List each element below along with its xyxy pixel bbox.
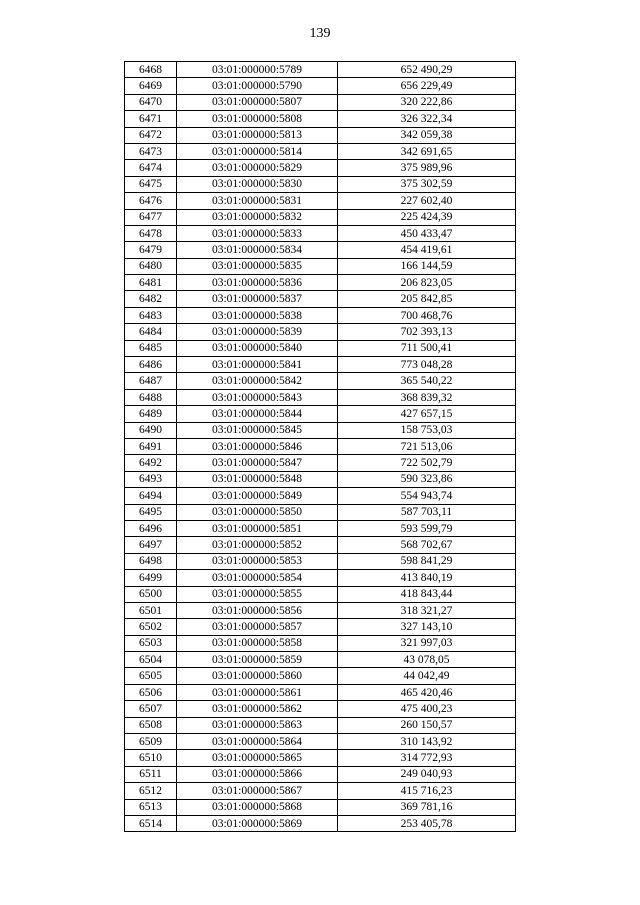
table-row — [125, 209, 516, 225]
value-cell: 413 840,19 — [338, 570, 516, 586]
table-row — [125, 783, 516, 799]
table-row — [125, 570, 516, 586]
table-row — [125, 734, 516, 750]
cadastral-number-cell: 03:01:000000:5814 — [177, 143, 338, 159]
value-cell: 225 424,39 — [338, 209, 516, 225]
value-cell: 722 502,79 — [338, 455, 516, 471]
table-row — [125, 389, 516, 405]
cadastral-number-cell: 03:01:000000:5868 — [177, 799, 338, 815]
row-number-cell: 6504 — [125, 652, 177, 668]
row-number-cell: 6487 — [125, 373, 177, 389]
table-row — [125, 684, 516, 700]
table-row — [125, 455, 516, 471]
row-number-cell: 6499 — [125, 570, 177, 586]
value-cell: 365 540,22 — [338, 373, 516, 389]
value-cell: 253 405,78 — [338, 815, 516, 831]
table-row — [125, 291, 516, 307]
cadastral-number-cell: 03:01:000000:5789 — [177, 62, 338, 78]
table-row — [125, 143, 516, 159]
cadastral-number-cell: 03:01:000000:5859 — [177, 652, 338, 668]
row-number-cell: 6490 — [125, 422, 177, 438]
value-cell: 375 989,96 — [338, 160, 516, 176]
row-number-cell: 6491 — [125, 438, 177, 454]
cadastral-number-cell: 03:01:000000:5865 — [177, 750, 338, 766]
table-row — [125, 62, 516, 78]
table-row — [125, 488, 516, 504]
cadastral-number-cell: 03:01:000000:5854 — [177, 570, 338, 586]
cadastral-number-cell: 03:01:000000:5833 — [177, 225, 338, 241]
cadastral-number-cell: 03:01:000000:5852 — [177, 537, 338, 553]
table-row — [125, 127, 516, 143]
value-cell: 342 059,38 — [338, 127, 516, 143]
row-number-cell: 6483 — [125, 307, 177, 323]
table-row — [125, 717, 516, 733]
cadastral-number-cell: 03:01:000000:5838 — [177, 307, 338, 323]
value-cell: 205 842,85 — [338, 291, 516, 307]
table-row — [125, 340, 516, 356]
value-cell: 568 702,67 — [338, 537, 516, 553]
row-number-cell: 6511 — [125, 766, 177, 782]
table-row — [125, 193, 516, 209]
value-cell: 450 433,47 — [338, 225, 516, 241]
row-number-cell: 6484 — [125, 324, 177, 340]
table-row — [125, 324, 516, 340]
row-number-cell: 6476 — [125, 193, 177, 209]
value-cell: 249 040,93 — [338, 766, 516, 782]
row-number-cell: 6468 — [125, 62, 177, 78]
row-number-cell: 6502 — [125, 619, 177, 635]
table-row — [125, 258, 516, 274]
value-cell: 44 042,49 — [338, 668, 516, 684]
cadastral-number-cell: 03:01:000000:5861 — [177, 684, 338, 700]
table-row — [125, 750, 516, 766]
row-number-cell: 6509 — [125, 734, 177, 750]
table-row — [125, 307, 516, 323]
value-cell: 418 843,44 — [338, 586, 516, 602]
cadastral-number-cell: 03:01:000000:5841 — [177, 357, 338, 373]
table-row — [125, 553, 516, 569]
table-row — [125, 111, 516, 127]
value-cell: 158 753,03 — [338, 422, 516, 438]
value-cell: 206 823,05 — [338, 275, 516, 291]
value-cell: 590 323,86 — [338, 471, 516, 487]
table-body — [125, 62, 516, 832]
table-row — [125, 504, 516, 520]
cadastral-number-cell: 03:01:000000:5845 — [177, 422, 338, 438]
table-row — [125, 619, 516, 635]
value-cell: 314 772,93 — [338, 750, 516, 766]
row-number-cell: 6510 — [125, 750, 177, 766]
row-number-cell: 6494 — [125, 488, 177, 504]
cadastral-number-cell: 03:01:000000:5829 — [177, 160, 338, 176]
row-number-cell: 6480 — [125, 258, 177, 274]
row-number-cell: 6505 — [125, 668, 177, 684]
cadastral-number-cell: 03:01:000000:5846 — [177, 438, 338, 454]
table-row — [125, 668, 516, 684]
cadastral-number-cell: 03:01:000000:5843 — [177, 389, 338, 405]
value-cell: 465 420,46 — [338, 684, 516, 700]
row-number-cell: 6473 — [125, 143, 177, 159]
cadastral-number-cell: 03:01:000000:5857 — [177, 619, 338, 635]
row-number-cell: 6513 — [125, 799, 177, 815]
cadastral-number-cell: 03:01:000000:5856 — [177, 602, 338, 618]
value-cell: 656 229,49 — [338, 78, 516, 94]
row-number-cell: 6514 — [125, 815, 177, 831]
cadastral-number-cell: 03:01:000000:5832 — [177, 209, 338, 225]
cadastral-number-cell: 03:01:000000:5837 — [177, 291, 338, 307]
table-row — [125, 242, 516, 258]
cadastral-number-cell: 03:01:000000:5863 — [177, 717, 338, 733]
cadastral-number-cell: 03:01:000000:5848 — [177, 471, 338, 487]
cadastral-number-cell: 03:01:000000:5831 — [177, 193, 338, 209]
table-row — [125, 602, 516, 618]
value-cell: 721 513,06 — [338, 438, 516, 454]
table-row — [125, 406, 516, 422]
row-number-cell: 6478 — [125, 225, 177, 241]
value-cell: 702 393,13 — [338, 324, 516, 340]
cadastral-number-cell: 03:01:000000:5839 — [177, 324, 338, 340]
table-row — [125, 78, 516, 94]
table-row — [125, 766, 516, 782]
row-number-cell: 6495 — [125, 504, 177, 520]
table-row — [125, 176, 516, 192]
row-number-cell: 6479 — [125, 242, 177, 258]
row-number-cell: 6470 — [125, 94, 177, 110]
value-cell: 598 841,29 — [338, 553, 516, 569]
value-cell: 326 322,34 — [338, 111, 516, 127]
row-number-cell: 6508 — [125, 717, 177, 733]
cadastral-number-cell: 03:01:000000:5847 — [177, 455, 338, 471]
cadastral-number-cell: 03:01:000000:5864 — [177, 734, 338, 750]
cadastral-number-cell: 03:01:000000:5860 — [177, 668, 338, 684]
cadastral-number-cell: 03:01:000000:5808 — [177, 111, 338, 127]
table-row — [125, 520, 516, 536]
cadastral-number-cell: 03:01:000000:5869 — [177, 815, 338, 831]
value-cell: 320 222,86 — [338, 94, 516, 110]
row-number-cell: 6501 — [125, 602, 177, 618]
row-number-cell: 6482 — [125, 291, 177, 307]
row-number-cell: 6469 — [125, 78, 177, 94]
value-cell: 454 419,61 — [338, 242, 516, 258]
cadastral-number-cell: 03:01:000000:5836 — [177, 275, 338, 291]
value-cell: 415 716,23 — [338, 783, 516, 799]
row-number-cell: 6507 — [125, 701, 177, 717]
row-number-cell: 6492 — [125, 455, 177, 471]
cadastral-number-cell: 03:01:000000:5851 — [177, 520, 338, 536]
row-number-cell: 6472 — [125, 127, 177, 143]
value-cell: 227 602,40 — [338, 193, 516, 209]
cadastral-value-table — [124, 61, 516, 832]
table-row — [125, 438, 516, 454]
page-number: 139 — [309, 26, 331, 41]
row-number-cell: 6477 — [125, 209, 177, 225]
row-number-cell: 6506 — [125, 684, 177, 700]
cadastral-number-cell: 03:01:000000:5866 — [177, 766, 338, 782]
table-row — [125, 225, 516, 241]
value-cell: 652 490,29 — [338, 62, 516, 78]
row-number-cell: 6498 — [125, 553, 177, 569]
value-cell: 375 302,59 — [338, 176, 516, 192]
table-row — [125, 373, 516, 389]
row-number-cell: 6493 — [125, 471, 177, 487]
cadastral-number-cell: 03:01:000000:5849 — [177, 488, 338, 504]
row-number-cell: 6485 — [125, 340, 177, 356]
row-number-cell: 6475 — [125, 176, 177, 192]
row-number-cell: 6503 — [125, 635, 177, 651]
table-row — [125, 537, 516, 553]
row-number-cell: 6497 — [125, 537, 177, 553]
value-cell: 342 691,65 — [338, 143, 516, 159]
table-row — [125, 471, 516, 487]
value-cell: 711 500,41 — [338, 340, 516, 356]
table-row — [125, 160, 516, 176]
value-cell: 318 321,27 — [338, 602, 516, 618]
value-cell: 260 150,57 — [338, 717, 516, 733]
value-cell: 369 781,16 — [338, 799, 516, 815]
cadastral-number-cell: 03:01:000000:5835 — [177, 258, 338, 274]
cadastral-number-cell: 03:01:000000:5842 — [177, 373, 338, 389]
row-number-cell: 6512 — [125, 783, 177, 799]
row-number-cell: 6474 — [125, 160, 177, 176]
table-row — [125, 94, 516, 110]
value-cell: 166 144,59 — [338, 258, 516, 274]
value-cell: 554 943,74 — [338, 488, 516, 504]
row-number-cell: 6500 — [125, 586, 177, 602]
value-cell: 427 657,15 — [338, 406, 516, 422]
table-row — [125, 701, 516, 717]
row-number-cell: 6481 — [125, 275, 177, 291]
value-cell: 593 599,79 — [338, 520, 516, 536]
value-cell: 321 997,03 — [338, 635, 516, 651]
table-row — [125, 815, 516, 831]
row-number-cell: 6489 — [125, 406, 177, 422]
value-cell: 43 078,05 — [338, 652, 516, 668]
cadastral-number-cell: 03:01:000000:5790 — [177, 78, 338, 94]
row-number-cell: 6486 — [125, 357, 177, 373]
table-row — [125, 357, 516, 373]
cadastral-number-cell: 03:01:000000:5844 — [177, 406, 338, 422]
value-cell: 475 400,23 — [338, 701, 516, 717]
cadastral-number-cell: 03:01:000000:5867 — [177, 783, 338, 799]
row-number-cell: 6471 — [125, 111, 177, 127]
table-row — [125, 652, 516, 668]
table-row — [125, 275, 516, 291]
cadastral-number-cell: 03:01:000000:5862 — [177, 701, 338, 717]
cadastral-number-cell: 03:01:000000:5858 — [177, 635, 338, 651]
table-row — [125, 586, 516, 602]
cadastral-number-cell: 03:01:000000:5807 — [177, 94, 338, 110]
cadastral-number-cell: 03:01:000000:5834 — [177, 242, 338, 258]
value-cell: 773 048,28 — [338, 357, 516, 373]
table-row — [125, 422, 516, 438]
row-number-cell: 6496 — [125, 520, 177, 536]
cadastral-number-cell: 03:01:000000:5840 — [177, 340, 338, 356]
value-cell: 327 143,10 — [338, 619, 516, 635]
cadastral-number-cell: 03:01:000000:5813 — [177, 127, 338, 143]
value-cell: 368 839,32 — [338, 389, 516, 405]
cadastral-number-cell: 03:01:000000:5855 — [177, 586, 338, 602]
value-cell: 587 703,11 — [338, 504, 516, 520]
cadastral-number-cell: 03:01:000000:5830 — [177, 176, 338, 192]
value-cell: 310 143,92 — [338, 734, 516, 750]
table-row — [125, 799, 516, 815]
value-cell: 700 468,76 — [338, 307, 516, 323]
row-number-cell: 6488 — [125, 389, 177, 405]
table-row — [125, 635, 516, 651]
cadastral-number-cell: 03:01:000000:5850 — [177, 504, 338, 520]
cadastral-number-cell: 03:01:000000:5853 — [177, 553, 338, 569]
